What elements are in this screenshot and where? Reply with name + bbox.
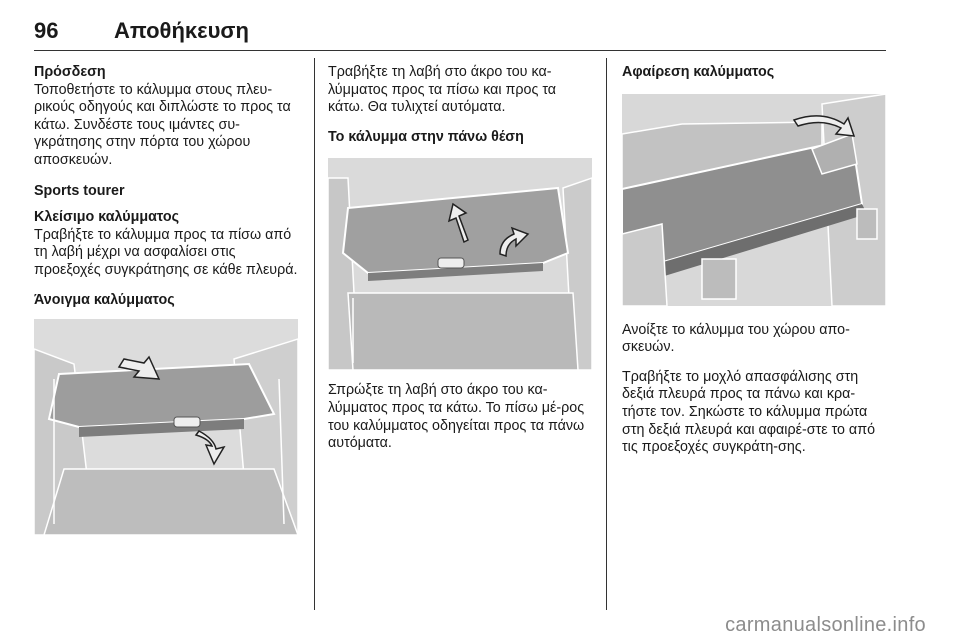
page-number: 96 xyxy=(34,18,59,43)
figure-cover-up xyxy=(328,158,592,370)
page-header xyxy=(34,8,886,48)
figure-remove-cover xyxy=(622,94,886,306)
running-title: Αποθήκευση xyxy=(114,18,249,43)
remove-text-1: Ανοίξτε το κάλυμμα του χώρου απο-σκευών. xyxy=(622,321,850,356)
cargo-cover-remove-illustration xyxy=(622,94,886,306)
column-1 xyxy=(34,64,298,535)
install-text: Τοποθετήστε το κάλυμμα στους πλευ-ρικούς οδηγούς και διπλώστε το προς τα κάτω. Συνδέστε τους ιμάντες συ-γκράτησης στην πόρτα του χώρου αποσκευών. xyxy=(34,81,291,168)
column-divider-1 xyxy=(314,58,315,610)
up-heading: Το κάλυμμα στην πάνω θέση xyxy=(328,128,524,145)
watermark: carmanualsonline.info xyxy=(725,614,926,636)
up-text: Σπρώξτε τη λαβή στο άκρο του κα-λύμματος προς τα κάτω. Το πίσω μέ-ρος του καλύμματος οδηγείται προς τα πάνω αυτόματα. xyxy=(328,382,585,452)
section-title: Sports tourer xyxy=(34,182,125,199)
close-text: Τραβήξτε το κάλυμμα προς τα πίσω από τη λαβή μέχρι να ασφαλίσει στις προεξοχές συγκράτησης σε κάθε πλευρά. xyxy=(34,226,298,278)
close-heading: Κλείσιμο καλύμματος xyxy=(34,209,180,226)
figure-open-cover xyxy=(34,319,298,535)
column-divider-2 xyxy=(606,58,607,610)
intro-text: Τραβήξτε τη λαβή στο άκρο του κα-λύμματος προς τα πίσω και προς τα κάτω. Θα τυλιχτεί αυτόματα. xyxy=(328,64,557,116)
open-heading: Άνοιγμα καλύμματος xyxy=(34,291,175,308)
remove-text-2: Τραβήξτε το μοχλό απασφάλισης στη δεξιά πλευρά προς τα πάνω και κρα-τήστε τον. Σηκώστε το κάλυμμα πρώτα στη δεξιά πλευρά και αφαιρέ-στε το από τις προεξοχές συγκράτη-σης. xyxy=(622,368,876,456)
header-rule xyxy=(34,50,886,51)
install-heading: Πρόσδεση xyxy=(34,64,106,80)
cargo-cover-up-illustration xyxy=(328,158,592,370)
remove-heading: Αφαίρεση καλύμματος xyxy=(622,64,775,80)
column-3 xyxy=(622,64,886,457)
cargo-cover-open-illustration xyxy=(34,319,298,535)
column-2 xyxy=(328,64,592,453)
